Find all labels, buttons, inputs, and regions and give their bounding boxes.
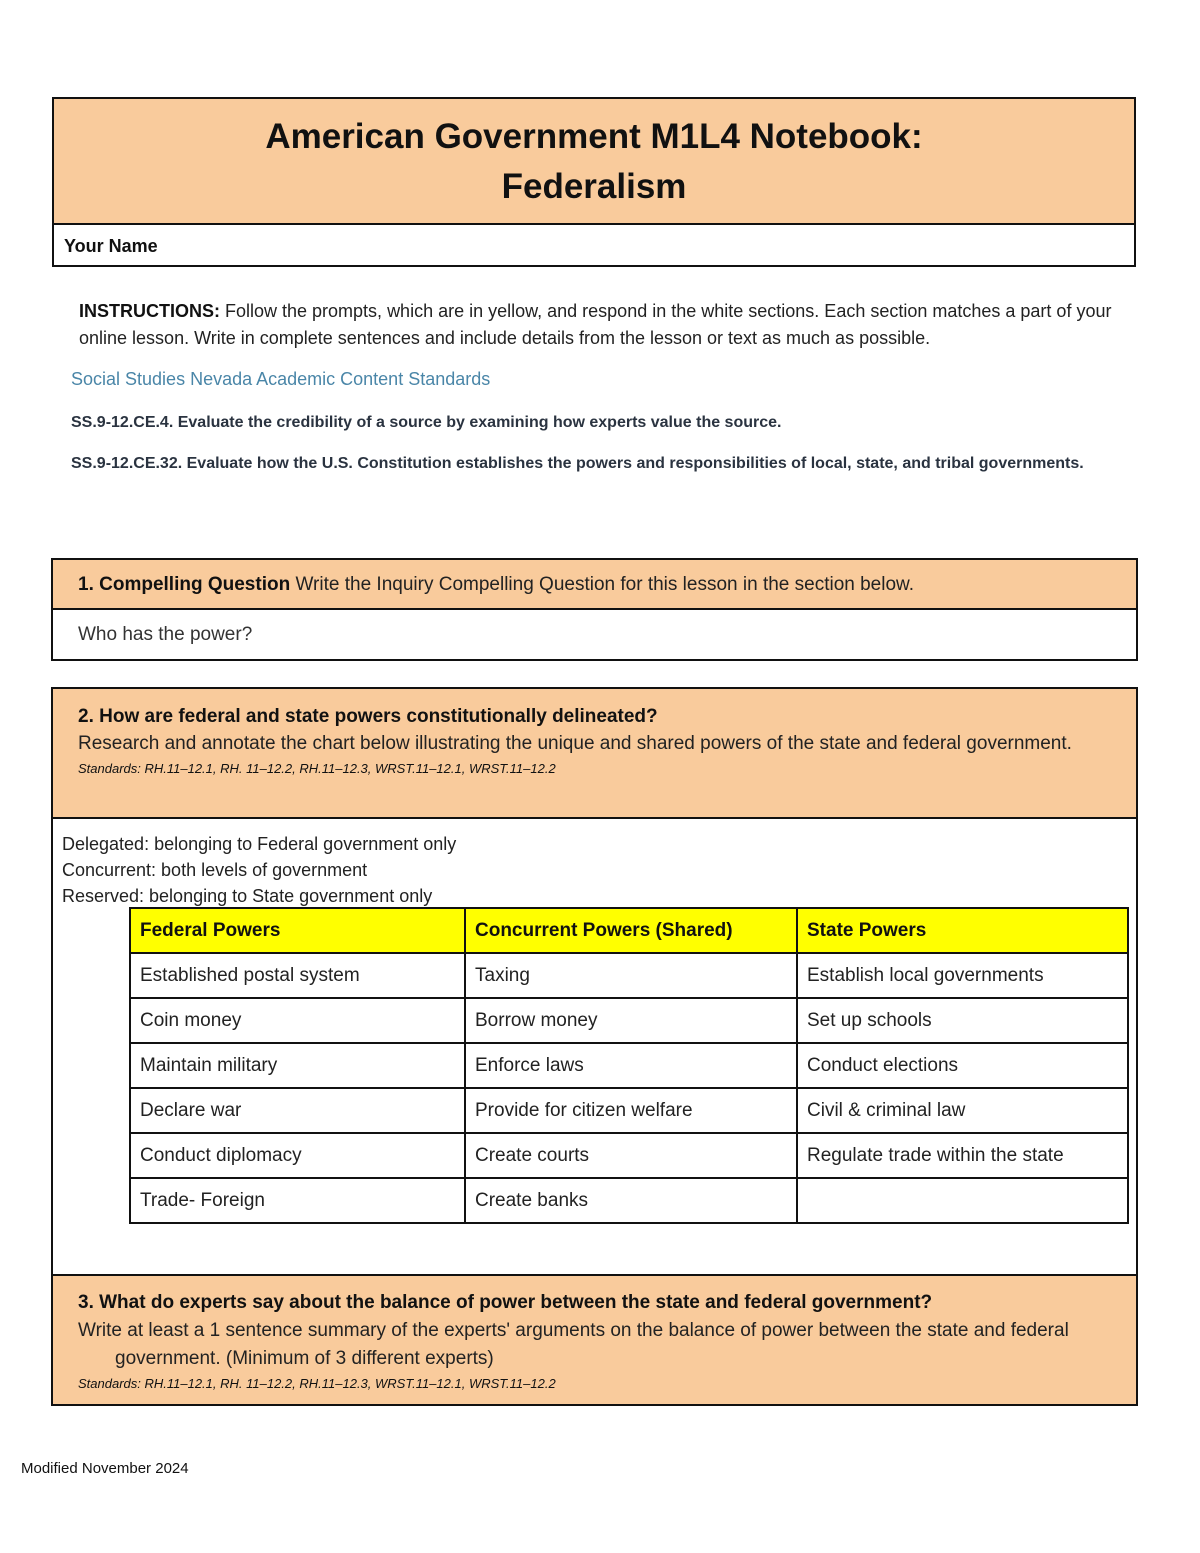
header-federal-powers: Federal Powers — [130, 908, 465, 953]
definition-reserved: Reserved: belonging to State government only — [62, 886, 433, 906]
table-cell[interactable]: Civil & criminal law — [797, 1088, 1128, 1133]
table-cell[interactable]: Regulate trade within the state — [797, 1133, 1128, 1178]
table-cell[interactable]: Establish local governments — [797, 953, 1128, 998]
powers-table — [129, 907, 1129, 1224]
your-name-label: Your Name — [64, 236, 158, 256]
your-name-field[interactable] — [54, 225, 1134, 267]
table-cell[interactable]: Conduct elections — [797, 1043, 1128, 1088]
q1-answer[interactable]: Who has the power? — [78, 624, 253, 645]
table-cell[interactable]: Enforce laws — [465, 1043, 797, 1088]
title-line-2: Federalism — [501, 167, 687, 206]
table-cell[interactable]: Create banks — [465, 1178, 797, 1223]
section-2-header — [53, 689, 1136, 819]
table-cell[interactable]: Set up schools — [797, 998, 1128, 1043]
table-cell[interactable]: Taxing — [465, 953, 797, 998]
table-row — [130, 1088, 1128, 1133]
q3-prompt: Write at least a 1 sentence summary of the experts' arguments on the balance of power between the state and federal government. (Minimum of 3 different experts) — [78, 1320, 1069, 1369]
title-line-1: American Government M1L4 Notebook: — [265, 117, 923, 156]
definition-concurrent: Concurrent: both levels of government — [62, 860, 368, 880]
table-row — [130, 953, 1128, 998]
title-box — [52, 97, 1136, 267]
section-1-header — [53, 560, 1136, 610]
section-3 — [51, 1274, 1138, 1406]
standard-ce32: SS.9-12.CE.32. Evaluate how the U.S. Constitution establishes the powers and responsibilities of local, state, and tribal governments. — [71, 455, 1084, 472]
table-cell[interactable]: Conduct diplomacy — [130, 1133, 465, 1178]
standard-ce4: SS.9-12.CE.4. Evaluate the credibility of a source by examining how experts value the source. — [71, 414, 782, 431]
table-cell[interactable]: Declare war — [130, 1088, 465, 1133]
definition-delegated: Delegated: belonging to Federal government only — [62, 834, 457, 854]
table-row — [130, 1133, 1128, 1178]
table-cell[interactable]: Create courts — [465, 1133, 797, 1178]
q2-standards: Standards: RH.11–12.1, RH. 11–12.2, RH.11–12.3, WRST.11–12.1, WRST.11–12.2 — [78, 761, 556, 776]
q3-standards: Standards: RH.11–12.1, RH. 11–12.2, RH.11–12.3, WRST.11–12.1, WRST.11–12.2 — [78, 1376, 556, 1391]
instructions-label: INSTRUCTIONS: — [79, 301, 220, 321]
instructions-text: Follow the prompts, which are in yellow, and respond in the white sections. Each section matches a part of your online lesson. Write in complete sentences and include details from the lesson or text as much as possible. — [79, 301, 1112, 348]
q1-title: 1. Compelling Question — [78, 574, 291, 595]
q2-title: 2. How are federal and state powers constitutionally delineated? — [78, 706, 658, 727]
table-cell[interactable]: Provide for citizen welfare — [465, 1088, 797, 1133]
instructions — [79, 298, 1129, 352]
section-3-header — [53, 1276, 1136, 1395]
table-header-row — [130, 908, 1128, 953]
table-cell[interactable]: Established postal system — [130, 953, 465, 998]
standards-link[interactable]: Social Studies Nevada Academic Content Standards — [71, 369, 491, 389]
table-row — [130, 998, 1128, 1043]
q1-prompt: Write the Inquiry Compelling Question for this lesson in the section below. — [290, 574, 914, 595]
header-state-powers: State Powers — [797, 908, 1128, 953]
section-1 — [51, 558, 1138, 661]
table-row — [130, 1178, 1128, 1223]
modified-date: Modified November 2024 — [21, 1460, 189, 1477]
page-title — [54, 99, 1134, 225]
table-cell[interactable]: Borrow money — [465, 998, 797, 1043]
table-cell[interactable] — [797, 1178, 1128, 1223]
definitions — [62, 831, 456, 909]
header-concurrent-powers: Concurrent Powers (Shared) — [465, 908, 797, 953]
q2-prompt: Research and annotate the chart below illustrating the unique and shared powers of the state and federal government. — [78, 733, 1072, 754]
q3-title: 3. What do experts say about the balance of power between the state and federal government? — [78, 1292, 933, 1313]
table-cell[interactable]: Trade- Foreign — [130, 1178, 465, 1223]
table-cell[interactable]: Maintain military — [130, 1043, 465, 1088]
table-cell[interactable]: Coin money — [130, 998, 465, 1043]
section-2 — [51, 687, 1138, 1278]
table-row — [130, 1043, 1128, 1088]
